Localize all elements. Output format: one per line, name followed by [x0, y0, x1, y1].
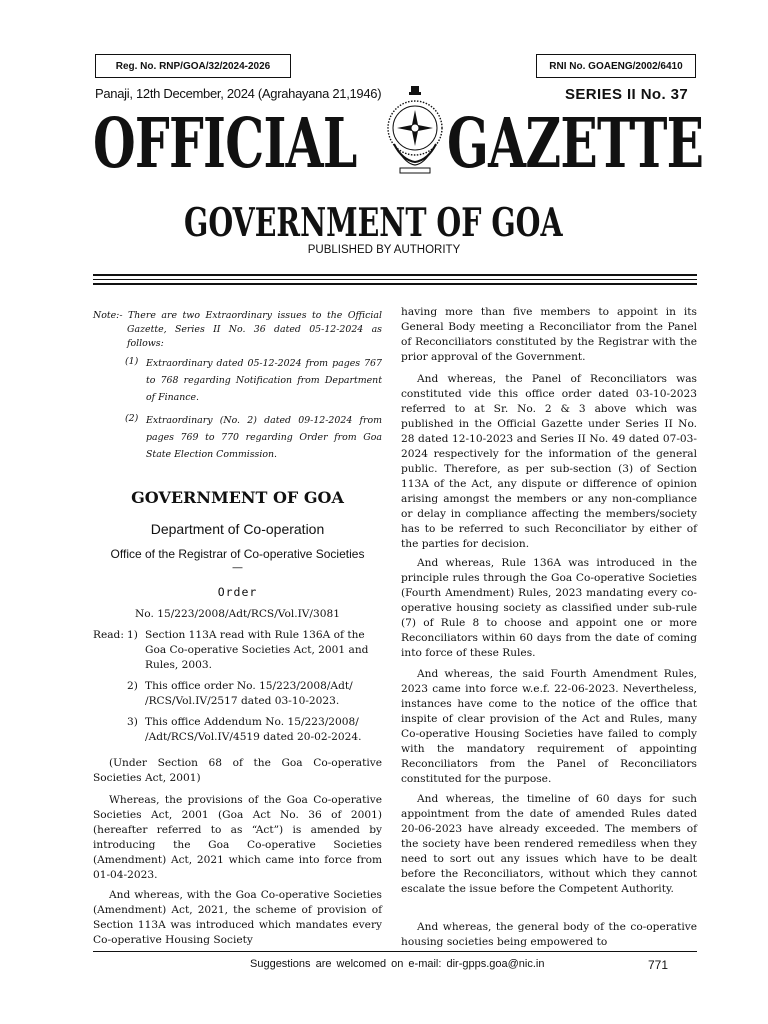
- header-rule: [93, 283, 697, 285]
- note-item: [93, 412, 382, 463]
- rni-number: RNI No. GOAENG/2002/6410: [549, 60, 683, 72]
- masthead-gazette: GAZETTE: [447, 104, 704, 184]
- published-by-authority: PUBLISHED BY AUTHORITY: [307, 244, 461, 256]
- read-item: [93, 715, 382, 745]
- read-item-text: This office Addendum No. 15/223/2008/ /Adt/RCS/Vol.IV/4519 dated 20-02-2024.: [145, 716, 362, 743]
- goa-emblem-icon: [384, 84, 446, 176]
- read-item: [93, 679, 382, 709]
- footer-rule: [93, 951, 697, 952]
- read-list: [93, 628, 382, 745]
- header-rule: [93, 274, 697, 276]
- note-item-label: (2): [125, 413, 139, 424]
- note-item-label: (1): [125, 356, 139, 367]
- read-label: Read:: [93, 629, 124, 641]
- note-item-text: Extraordinary dated 05-12-2024 from pages 767 to 768 regarding Notification from Department of Finance.: [146, 358, 382, 403]
- body-paragraph: And whereas, the general body of the co-operative housing societies being empowered to: [401, 921, 697, 948]
- read-item-text: This office order No. 15/223/2008/Adt/ /RCS/Vol.IV/2517 dated 03-10-2023.: [145, 680, 353, 707]
- order-title: Order: [217, 585, 258, 599]
- header-rule: [93, 279, 697, 280]
- separator-dash: —: [232, 561, 243, 574]
- read-item-number: 1): [127, 629, 138, 641]
- read-item-text: Section 113A read with Rule 136A of the Goa Co-operative Societies Act, 2001 and Rules, 2003.: [145, 629, 369, 671]
- read-item-number: 2): [127, 680, 138, 692]
- registration-number-box: [95, 54, 291, 78]
- note-item-text: Extraordinary (No. 2) dated 09-12-2024 from pages 769 to 770 regarding Order from Goa State Election Commission.: [146, 415, 382, 460]
- section-heading: GOVERNMENT OF GOA: [131, 488, 344, 507]
- body-paragraph: Whereas, the provisions of the Goa Co-operative Societies Act, 2001 (Goa Act No. 36 of 2001) (hereafter referred to as “Act”) is amended by introducing the Goa Co-operative Societies (Amendment) Act, 2021 which came into force from 01-04-2023.: [93, 794, 382, 881]
- body-paragraph: And whereas, the timeline of 60 days for such appointment from the date of amended Rules dated 20-06-2023 have already exceeded. The members of the society have been rendered remediless when they need to sort out any issues which have to be dealt before the Reconciliators, without which they cannot escalate the issue before the Competent Authority.: [401, 793, 697, 895]
- page-number: 771: [648, 958, 669, 972]
- government-title: GOVERNMENT OF GOA: [184, 200, 563, 246]
- note-intro: Note:- There are two Extraordinary issues to the Official Gazette, Series II No. 36 dated 05-12-2024 as follows:: [93, 310, 382, 349]
- office-name: Office of the Registrar of Co-operative Societies: [110, 547, 365, 561]
- series-number: SERIES II No. 37: [565, 86, 689, 103]
- under-section: (Under Section 68 of the Goa Co-operative Societies Act, 2001): [93, 757, 382, 784]
- footer-suggestions: Suggestions are welcomed on e-mail: dir-gpps.goa@nic.in: [250, 958, 545, 970]
- read-item: [93, 628, 382, 673]
- body-paragraph: And whereas, the said Fourth Amendment Rules, 2023 came into force w.e.f. 22-06-2023. Nevertheless, instances have come to the notice of the office that inspite of clear provision of the Act and Rules, many Co-operative Housing Societies have failed to comply with the mandatory requirement of appointing Reconciliators from the Panel of Reconciliators constituted for the purpose.: [401, 668, 697, 785]
- rni-number-box: [536, 54, 696, 78]
- body-paragraph: And whereas, the Panel of Reconciliators was constituted vide this office order dated 03-10-2023 referred to at Sr. No. 2 & 3 above which was published in the Official Gazette under Series II No. 28 dated 12-10-2023 and Series II No. 49 dated 07-03-2024 respectively for the information of the general public. Therefore, as per sub-section (3) of Section 113A of the Act, any dispute or difference of opinion arising amongst the members or any non-compliance or delay in compliance affecting the members/society has to be referred to such Reconciliator by either of the parties for decision.: [401, 373, 697, 550]
- date-line: Panaji, 12th December, 2024 (Agrahayana 21,1946): [95, 86, 382, 101]
- body-paragraph: And whereas, Rule 136A was introduced in the principle rules through the Goa Co-operative Societies (Fourth Amendment) Rules, 2023 mandating every co-operative housing society as classified under sub-rule (7) of Rule 8 to choose and appoint one or more Reconciliators within 60 days from the date of coming into force of these Rules.: [401, 557, 697, 659]
- order-number: No. 15/223/2008/Adt/RCS/Vol.IV/3081: [135, 608, 340, 620]
- note-item: [93, 355, 382, 406]
- registration-number: Reg. No. RNP/GOA/32/2024-2026: [115, 60, 271, 72]
- extraordinary-note: [93, 309, 382, 463]
- body-paragraph: having more than five members to appoint in its General Body meeting a Reconciliator from the Panel of Reconciliators constituted by the Registrar with the prior approval of the Government.: [401, 306, 697, 363]
- body-paragraph: And whereas, with the Goa Co-operative Societies (Amendment) Act, 2021, the scheme of provision of Section 113A was introduced which mandates every Co-operative Housing Society: [93, 889, 382, 946]
- read-item-number: 3): [127, 716, 138, 728]
- department-name: Department of Co-operation: [150, 521, 325, 537]
- masthead-official: OFFICIAL: [93, 104, 357, 184]
